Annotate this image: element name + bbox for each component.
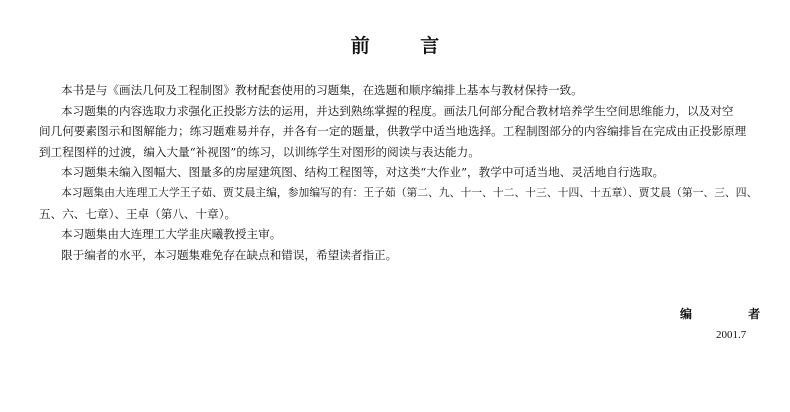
paragraph-line: 到工程图样的过渡，编入大量“补视图”的练习，以训练学生对图形的阅读与表达能力。: [39, 144, 480, 159]
paragraph-2: [39, 101, 761, 163]
paragraph-1: [61, 80, 761, 101]
author-signature: 编 者: [680, 307, 787, 321]
paragraph-4: [39, 183, 761, 224]
paragraph-line: 本习题集由大连理工大学王子茹、贾艾晨主编，参加编写的有：王子茹（第二、九、十一、十二、十三、十四、十五章）、贾艾晨（第一、三、四、: [61, 185, 758, 199]
paragraph-5: [61, 224, 761, 245]
paragraph-line: 本习题集由大连理工大学韭庆曦教授主审。: [61, 227, 282, 242]
paragraph-line: 本习题集的内容选取力求强化正投影方法的运用，并达到熟练掌握的程度。画法几何部分配合教材培养学生空间思维能力，以及对空: [61, 103, 734, 118]
paragraph-line: 五、六、七章）、王卓（第八、十章）。: [39, 206, 237, 221]
paragraph-line: 本书是与《画法几何及工程制图》教材配套使用的习题集，在选题和顺序编排上基本与教材保持一致。: [61, 83, 583, 97]
paragraph-3: [61, 162, 761, 183]
preface-body: [39, 80, 761, 265]
paragraph-line: 本习题集未编入图幅大、图量多的房屋建筑图、结构工程图等，对这类“大作业”，教学中可适当地、灵活地自行选取。: [61, 165, 665, 180]
page-title: 前 言: [350, 35, 462, 57]
paragraph-line: 间几何要素图示和图解能力；练习题难易并存，并各有一定的题量，供教学中适当地选择。工程制图部分的内容编排旨在完成由正投影原理: [39, 124, 747, 139]
date-label: 2001.7: [716, 329, 747, 341]
paragraph-6: [61, 245, 761, 266]
paragraph-line: 限于编者的水平，本习题集难免存在缺点和错误，希望读者指正。: [61, 247, 398, 262]
